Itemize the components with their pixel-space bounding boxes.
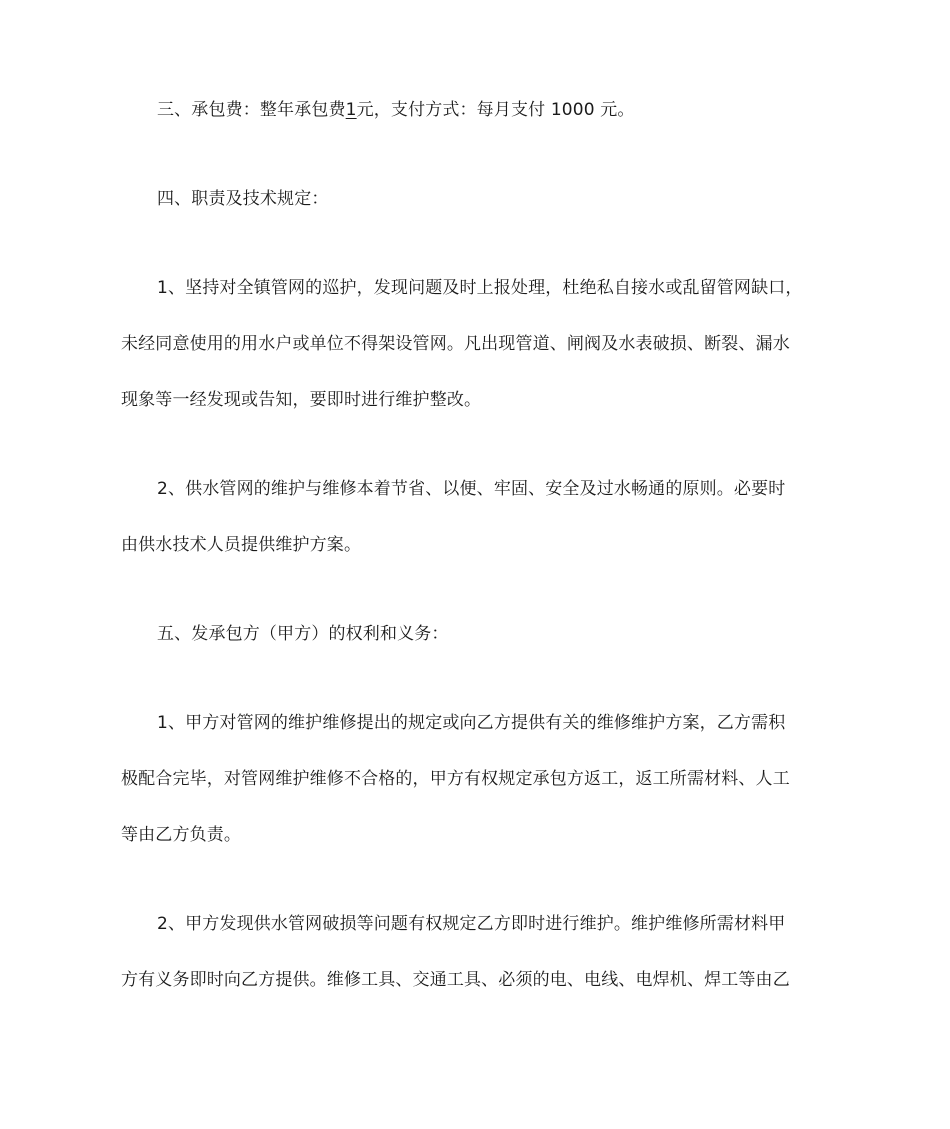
item-5-1-line-3: 等由乙方负责。 bbox=[121, 825, 242, 845]
item-4-2-line-2: 由供水技术人员提供维护方案。 bbox=[121, 535, 362, 555]
item-4-1-line-2: 未经同意使用的用水户或单位不得架设管网。凡出现管道、闸阀及水表破损、断裂、漏水 bbox=[121, 334, 790, 354]
item-4-1-line-3: 现象等一经发现或告知，要即时进行维护整改。 bbox=[121, 390, 482, 410]
section-3-fee bbox=[157, 99, 877, 121]
section-3-prefix: 三、承包费：整年承包费 bbox=[157, 100, 346, 120]
annual-fee-amount: 1 bbox=[345, 100, 357, 120]
item-4-1-line-1: 1、坚持对全镇管网的巡护，发现问题及时上报处理，杜绝私自接水或乱留管网缺口， bbox=[157, 278, 803, 298]
section-3-suffix: 元，支付方式：每月支付 1000 元。 bbox=[356, 100, 635, 120]
section-4-title: 四、职责及技术规定： bbox=[157, 189, 329, 209]
item-5-2-line-1: 2、甲方发现供水管网破损等问题有权规定乙方即时进行维护。维护维修所需材料甲 bbox=[157, 914, 786, 934]
section-5-title: 五、发承包方（甲方）的权利和义务： bbox=[157, 624, 449, 644]
item-5-2-line-2: 方有义务即时向乙方提供。维修工具、交通工具、必须的电、电线、电焊机、焊工等由乙 bbox=[121, 970, 790, 990]
item-4-2-line-1: 2、供水管网的维护与维修本着节省、以便、牢固、安全及过水畅通的原则。必要时 bbox=[157, 479, 786, 499]
item-5-1-line-1: 1、甲方对管网的维护维修提出的规定或向乙方提供有关的维修维护方案，乙方需积 bbox=[157, 713, 786, 733]
item-5-1-line-2: 极配合完毕，对管网维护维修不合格的，甲方有权规定承包方返工，返工所需材料、人工 bbox=[121, 769, 790, 789]
